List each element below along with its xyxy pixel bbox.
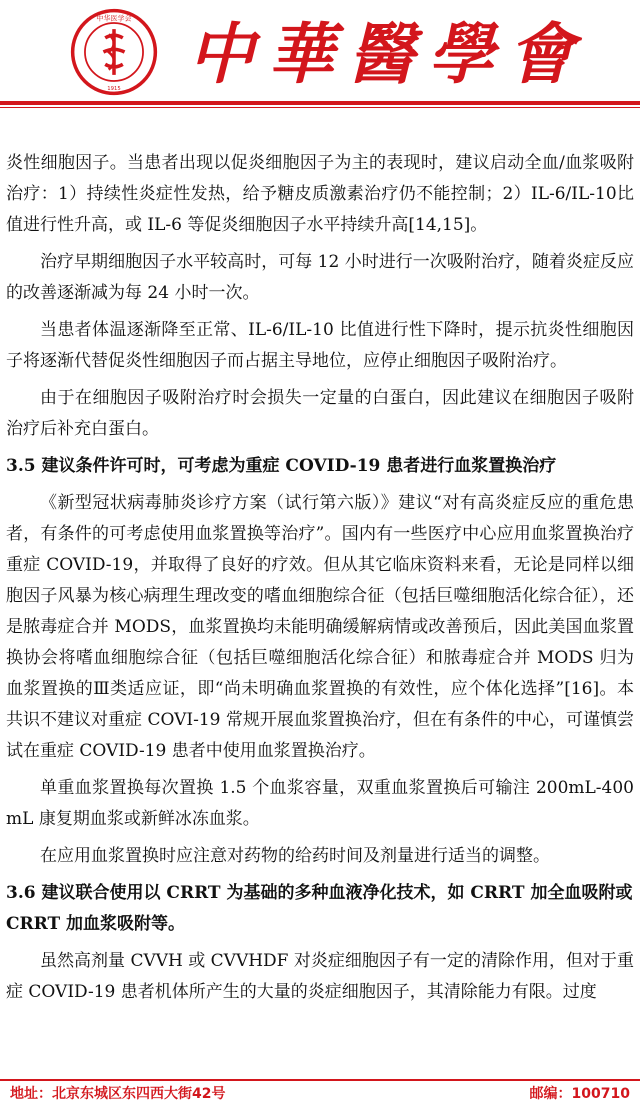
body-paragraph: 在应用血浆置换时应注意对药物的给药时间及剂量进行适当的调整。 [40, 846, 550, 866]
section-heading: 3.6 建议联合使用以 CRRT 为基础的多种血液净化技术，如 CRRT 加全血吸附或 CRRT 加血浆吸附等。 [6, 883, 633, 934]
footer-zipcode: 邮编：100710 [529, 1086, 630, 1102]
footer-divider [0, 1079, 640, 1081]
letterhead [0, 0, 640, 110]
body-paragraph: 当患者体温逐渐降至正常、IL-6/IL-10 比值进行性下降时，提示抗炎性细胞因子将逐渐代替促炎性细胞因子而占据主导地位，应停止细胞因子吸附治疗。 [6, 320, 634, 371]
body-paragraph: 炎性细胞因子。当患者出现以促炎细胞因子为主的表现时，建议启动全血/血浆吸附治疗：1）持续性炎症性发热，给予糖皮质激素治疗仍不能控制；2）IL-6/IL-10比值进行性升高，或 IL-6 等促炎细胞因子水平持续升高[14,15]。 [6, 153, 634, 235]
body-paragraph: 《新型冠状病毒肺炎诊疗方案（试行第六版）》建议“对有高炎症反应的重危患者，有条件的可考虑使用血浆置换等治疗”。国内有一些医疗中心应用血浆置换治疗重症 COVID-19，并取得了良好的疗效。但从其它临床资料来看，无论是同样以细胞因子风暴为核心病理生理改变的嗜血细胞综合征（包括巨噬细胞活化综合征），还是脓毒症合并 MODS，血浆置换均未能明确缓解病情或改善预后，因此美国血浆置换协会将嗜血细胞综合征（包括巨噬细胞活化综合征）和脓毒症合并 MODS 归为血浆置换的Ⅲ类适应证，即“尚未明确血浆置换的有效性，应个体化选择”[16]。本共识不建议对重症 COVI-19 常规开展血浆置换治疗，但在有条件的中心，可谨慎尝试在重症 COVID-19 患者中使用血浆置换治疗。 [6, 493, 634, 761]
svg-text:中华医学会: 中华医学会 [96, 13, 132, 23]
footer-address: 地址：北京东城区东四西大街42号 [10, 1086, 226, 1102]
header-divider-thin [0, 107, 640, 108]
body-paragraph: 虽然高剂量 CVVH 或 CVVHDF 对炎症细胞因子有一定的清除作用，但对于重症 COVID-19 患者机体所产生的大量的炎症细胞因子，其清除能力有限。过度 [6, 951, 634, 1002]
section-heading: 3.5 建议条件许可时，可考虑为重症 COVID-19 患者进行血浆置换治疗 [6, 456, 557, 476]
body-paragraph: 由于在细胞因子吸附治疗时会损失一定量的白蛋白，因此建议在细胞因子吸附治疗后补充白蛋白。 [6, 388, 634, 439]
body-paragraph: 治疗早期细胞因子水平较高时，可每 12 小时进行一次吸附治疗，随着炎症反应的改善逐渐减为每 24 小时一次。 [6, 252, 634, 303]
body-paragraph: 单重血浆置换每次置换 1.5 个血浆容量，双重血浆置换后可输注 200mL-400mL 康复期血浆或新鲜冰冻血浆。 [6, 778, 634, 829]
header-divider-thick [0, 101, 640, 105]
svg-text:1915: 1915 [107, 85, 121, 92]
document-body [6, 148, 634, 1014]
association-seal-icon [70, 8, 158, 96]
brand-title: 中華醫學會 [188, 15, 588, 93]
